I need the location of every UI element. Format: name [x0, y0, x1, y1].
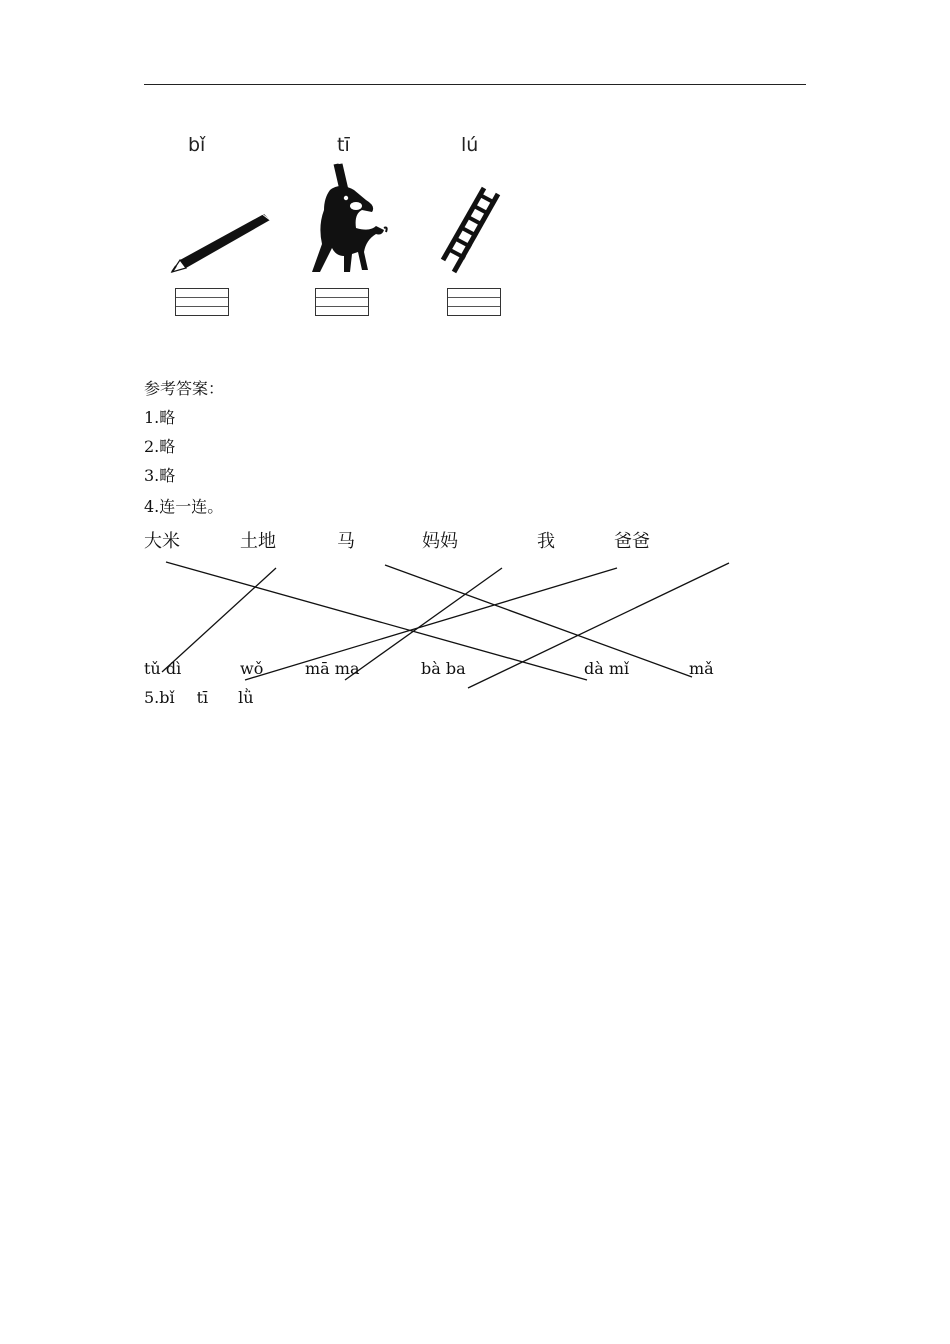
word-mama: 妈妈 — [422, 531, 458, 552]
word-baba: 爸爸 — [614, 531, 650, 552]
word-tudi: 土地 — [240, 531, 276, 552]
word-wo: 我 — [537, 531, 555, 552]
pinyin-lu: lú — [461, 134, 479, 156]
pinyin-bi: bǐ — [188, 134, 206, 156]
answer-5 — [144, 688, 254, 707]
pinyin-dami: dà mǐ — [584, 659, 630, 678]
pinyin-mama: mā ma — [305, 659, 360, 678]
pinyin-baba: bà ba — [421, 659, 466, 678]
word-dami: 大米 — [144, 531, 180, 552]
answer-4: 4.连一连。 — [144, 497, 224, 516]
pinyin-ma-horse: mǎ — [689, 659, 714, 678]
answer-5-label: 5. — [144, 688, 160, 707]
answer-5-lu: lǜ — [238, 688, 254, 707]
answer-1: 1.略 — [144, 408, 176, 427]
answer-5-ti: tī — [196, 688, 209, 707]
answer-2: 2.略 — [144, 437, 176, 456]
answer-3: 3.略 — [144, 466, 176, 485]
pinyin-ti: tī — [337, 134, 350, 156]
pinyin-tudi: tǔ dì — [144, 659, 182, 678]
match-line-tudi — [162, 568, 276, 672]
pinyin-wo: wǒ — [240, 659, 264, 678]
match-line-dami — [166, 562, 587, 680]
answer-5-bi: bǐ — [159, 688, 175, 707]
word-ma-horse: 马 — [337, 531, 355, 552]
answers-heading: 参考答案： — [144, 379, 225, 398]
